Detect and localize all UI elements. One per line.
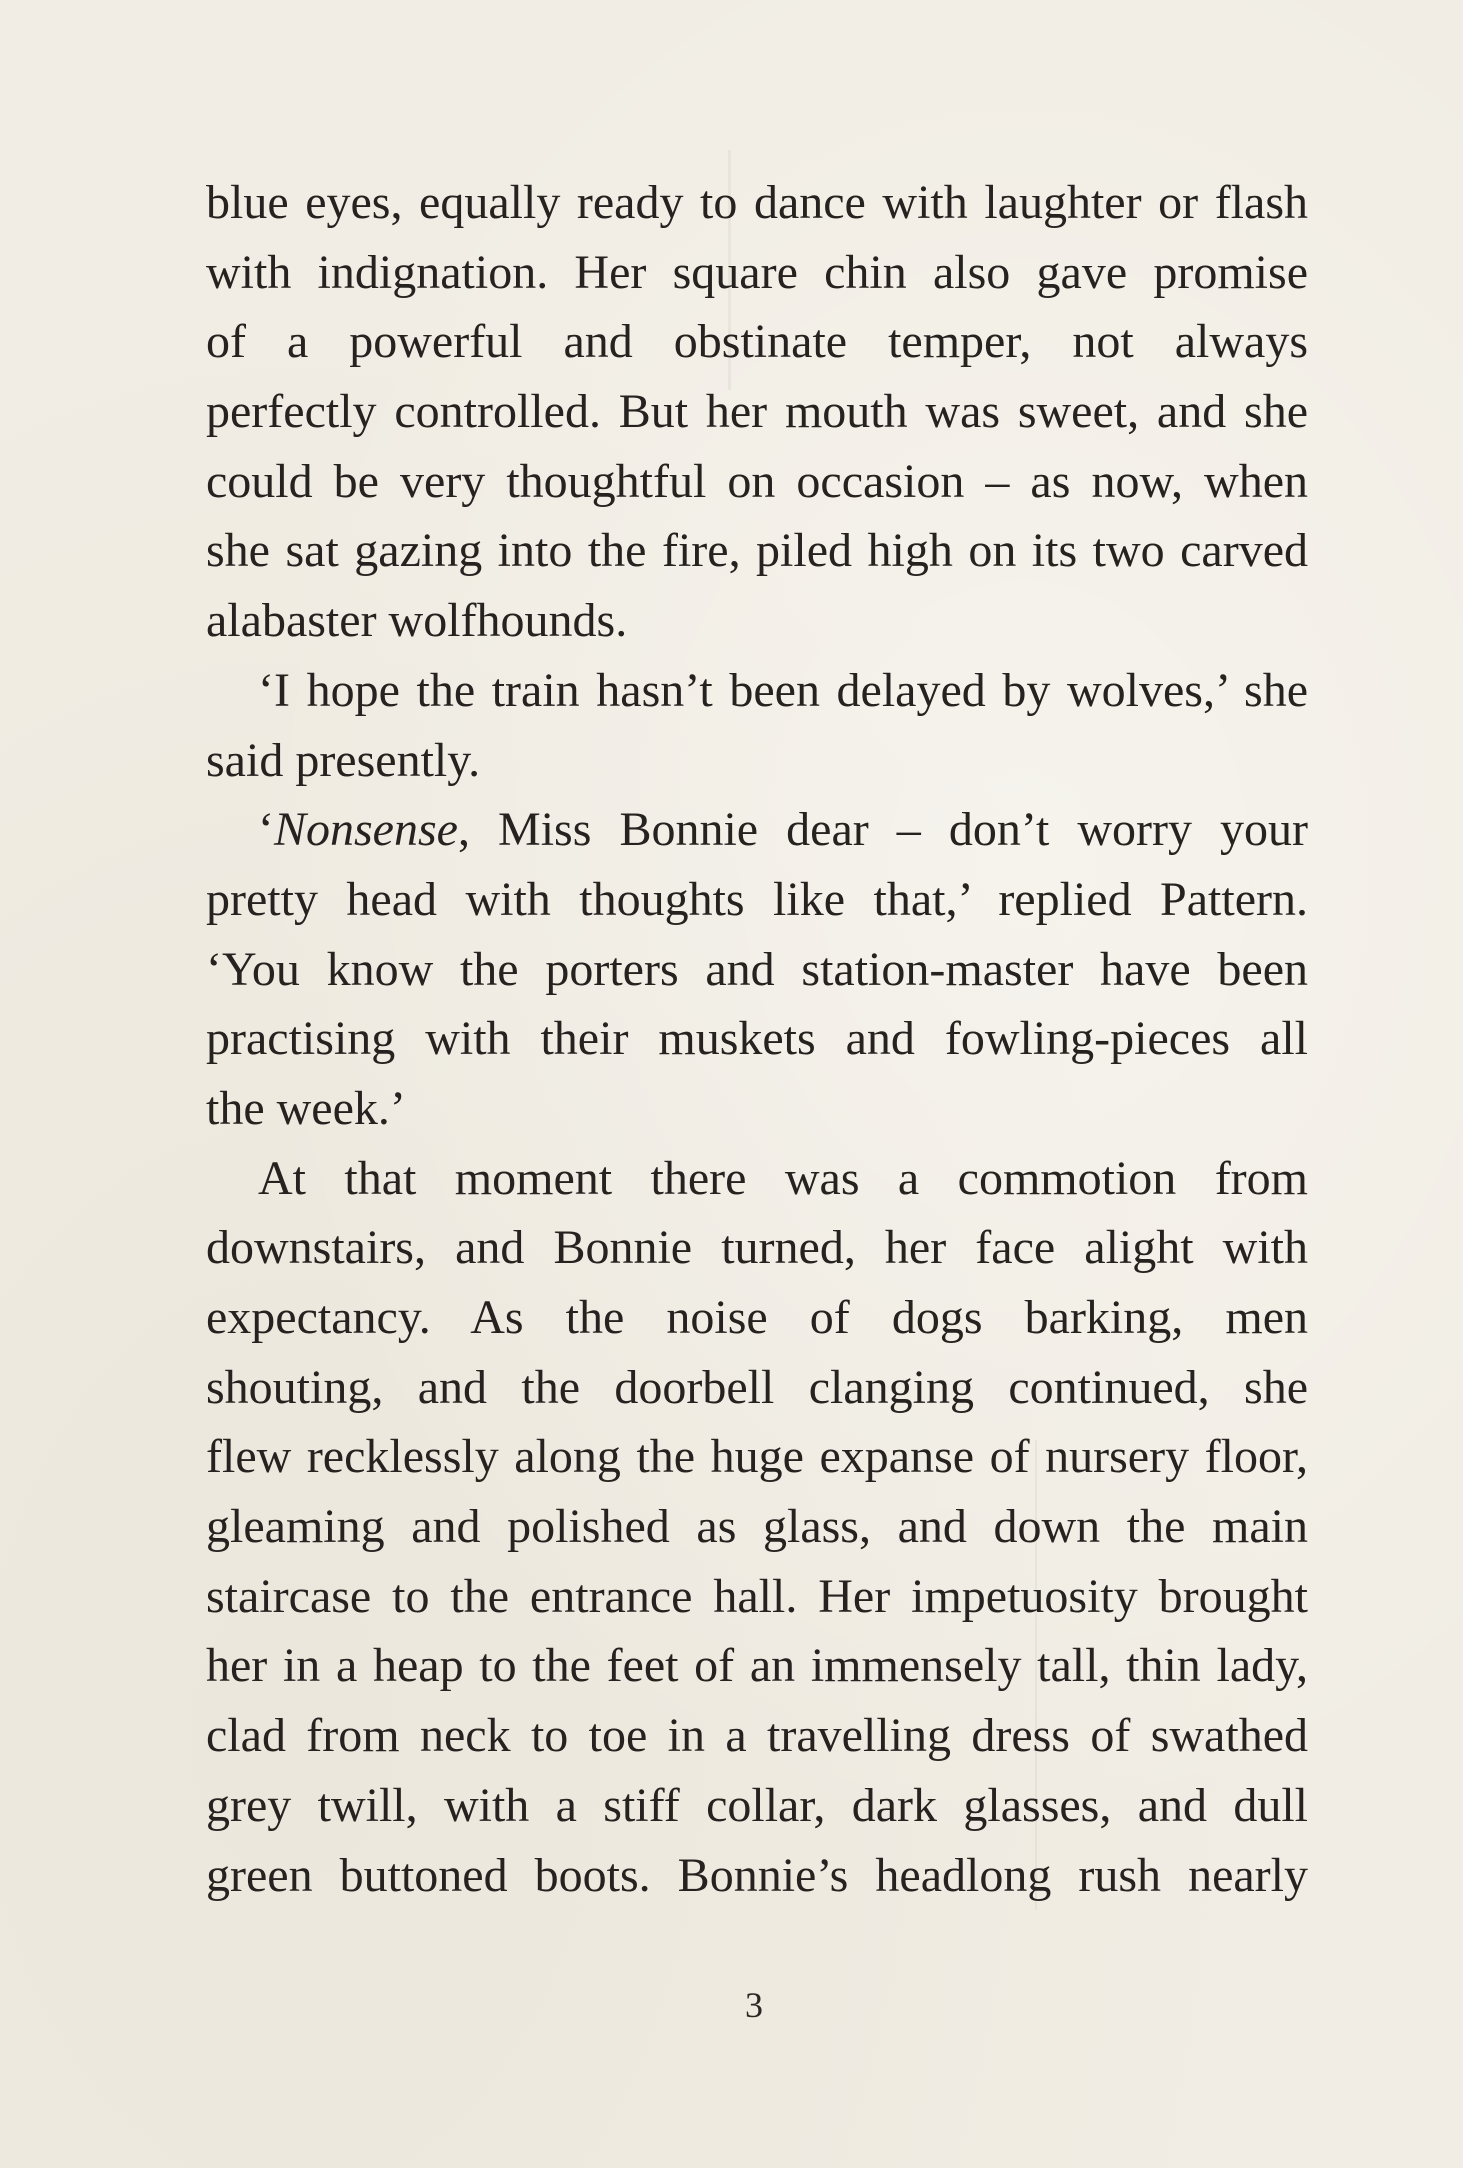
text-line: blue eyes, equally ready to dance with laughter or flash [206, 176, 1308, 229]
text-line: grey twill, with a stiff collar, dark glasses, and dull [206, 1778, 1308, 1832]
text-line: ‘You know the porters and station-master have been [206, 942, 1308, 996]
text-line: her in a heap to the feet of an immensely tall, thin lady, [206, 1639, 1308, 1693]
text-line: said presently. [206, 733, 481, 787]
text-line: alabaster wolfhounds. [206, 594, 628, 648]
text-line: shouting, and the doorbell clanging continued, she [206, 1360, 1308, 1414]
text-line: At that moment there was a commotion from [258, 1151, 1308, 1205]
text-line: with indignation. Her square chin also gave promise [206, 245, 1308, 299]
text-line-with-italic [206, 795, 1308, 865]
text-line: practising with their muskets and fowling-pieces all [206, 1012, 1308, 1066]
text-line: the week.’ [206, 1081, 406, 1135]
text-line: of a powerful and obstinate temper, not always [206, 315, 1308, 369]
text-line: pretty head with thoughts like that,’ replied Pattern. [206, 872, 1308, 926]
text-line: expectancy. As the noise of dogs barking, men [206, 1291, 1308, 1344]
text-line: staircase to the entrance hall. Her impetuosity brought [206, 1569, 1308, 1623]
text-line: she sat gazing into the fire, piled high on its two carved [206, 524, 1308, 578]
line-remainder: , Miss Bonnie dear – don’t worry your [457, 803, 1308, 857]
page-number: 3 [745, 1985, 763, 2025]
text-line: green buttoned boots. Bonnie’s headlong rush nearly [206, 1848, 1308, 1902]
opening-quote: ‘ [258, 803, 274, 857]
text-line: ‘I hope the train hasn’t been delayed by wolves,’ she [258, 663, 1308, 717]
body-text [206, 168, 1308, 1910]
text-line: perfectly controlled. But her mouth was sweet, and she [206, 385, 1308, 439]
text-line: gleaming and polished as glass, and down the main [206, 1500, 1308, 1554]
text-line: flew recklessly along the huge expanse of nursery floor, [206, 1430, 1308, 1484]
italic-word: Nonsense [273, 803, 458, 857]
text-line: could be very thoughtful on occasion – as now, when [206, 454, 1308, 508]
text-line: downstairs, and Bonnie turned, her face alight with [206, 1221, 1308, 1275]
text-line: clad from neck to toe in a travelling dress of swathed [206, 1709, 1308, 1763]
